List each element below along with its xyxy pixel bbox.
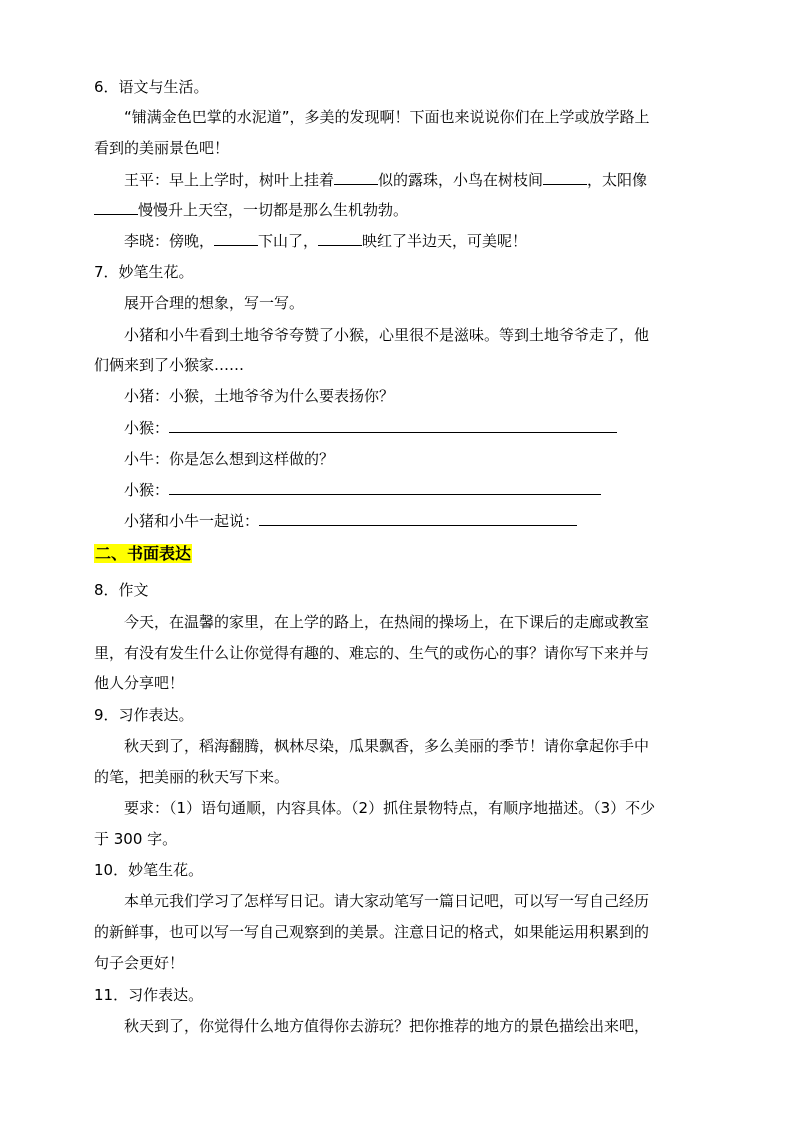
q9-requirements-line: 要求：（1）语句通顺，内容具体。（2）抓住景物特点，有顺序地描述。（3）不少 [124, 799, 656, 817]
speaker-label: 小猴： [124, 481, 170, 499]
q11-title: 11．习作表达。 [94, 986, 204, 1004]
text-segment: 王平：早上上学时，树叶上挂着 [124, 171, 335, 189]
q10-paragraph-line: 的新鲜事，也可以写一写自己观察到的美景。注意日记的格式，如果能运用积累到的 [94, 923, 650, 941]
answer-blank[interactable] [543, 170, 587, 185]
q11-paragraph-line: 秋天到了，你觉得什么地方值得你去游玩？把你推荐的地方的景色描绘出来吧， [124, 1017, 650, 1035]
answer-blank[interactable] [214, 231, 258, 246]
q6-title: 6．语文与生活。 [94, 78, 209, 96]
q9-title: 9．习作表达。 [94, 706, 194, 724]
q10-title: 10．妙笔生花。 [94, 861, 204, 879]
q9-requirements-line: 于 300 字。 [94, 830, 178, 848]
speaker-label: 小猪和小牛一起说： [124, 512, 260, 530]
text-segment: 下山了， [258, 232, 319, 250]
q10-paragraph-line: 本单元我们学习了怎样写日记。请大家动笔写一篇日记吧，可以写一写自己经历 [124, 892, 650, 910]
speaker-label: 小猴： [124, 419, 170, 437]
answer-line[interactable] [169, 418, 617, 433]
q6-paragraph-line: “铺满金色巴掌的水泥道”，多美的发现啊！下面也来说说你们在上学或放学路上 [124, 108, 650, 126]
text-segment: 慢慢升上天空，一切都是那么生机勃勃。 [138, 201, 409, 219]
q7-dialogue-monkey [124, 480, 601, 500]
q6-lixiao-line [124, 231, 527, 251]
q10-paragraph-line: 句子会更好！ [94, 954, 185, 972]
text-segment: ，太阳像 [587, 171, 648, 189]
q8-paragraph-line: 他人分享吧！ [94, 674, 185, 692]
q6-wangping-line [94, 200, 408, 220]
q7-dialogue-cow: 小牛：你是怎么想到这样做的？ [124, 450, 335, 468]
q6-paragraph-line: 看到的美丽景色吧！ [94, 139, 230, 157]
answer-blank[interactable] [334, 170, 378, 185]
answer-blank[interactable] [318, 231, 362, 246]
q8-paragraph-line: 里，有没有发生什么让你觉得有趣的、难忘的、生气的或伤心的事？请你写下来并与 [94, 644, 650, 662]
q9-paragraph-line: 秋天到了，稻海翻腾，枫林尽染，瓜果飘香，多么美丽的季节！请你拿起你手中 [124, 737, 650, 755]
q7-dialogue-pig: 小猪：小猴，土地爷爷为什么要表扬你？ [124, 387, 395, 405]
q7-paragraph-line: 们俩来到了小猴家…… [94, 356, 245, 374]
q8-paragraph-line: 今天，在温馨的家里，在上学的路上，在热闹的操场上，在下课后的走廊或教室 [124, 613, 650, 631]
q7-intro: 展开合理的想象，写一写。 [124, 294, 305, 312]
text-segment: 映红了半边天，可美呢！ [362, 232, 528, 250]
q8-title: 8．作文 [94, 581, 149, 599]
answer-line[interactable] [169, 480, 601, 495]
answer-line[interactable] [259, 511, 577, 526]
q7-paragraph-line: 小猪和小牛看到土地爷爷夸赞了小猴，心里很不是滋味。等到土地爷爷走了，他 [124, 326, 650, 344]
text-segment: 似的露珠，小鸟在树枝间 [378, 171, 544, 189]
q9-paragraph-line: 的笔，把美丽的秋天写下来。 [94, 768, 290, 786]
q7-dialogue-together [124, 511, 577, 531]
q7-title: 7．妙笔生花。 [94, 263, 194, 281]
section-heading [94, 544, 192, 564]
q6-wangping-line [124, 170, 647, 190]
answer-blank[interactable] [94, 200, 138, 215]
section-heading-text: 二、书面表达 [95, 544, 192, 563]
text-segment: 李晓：傍晚， [124, 232, 215, 250]
q7-dialogue-monkey [124, 418, 617, 438]
